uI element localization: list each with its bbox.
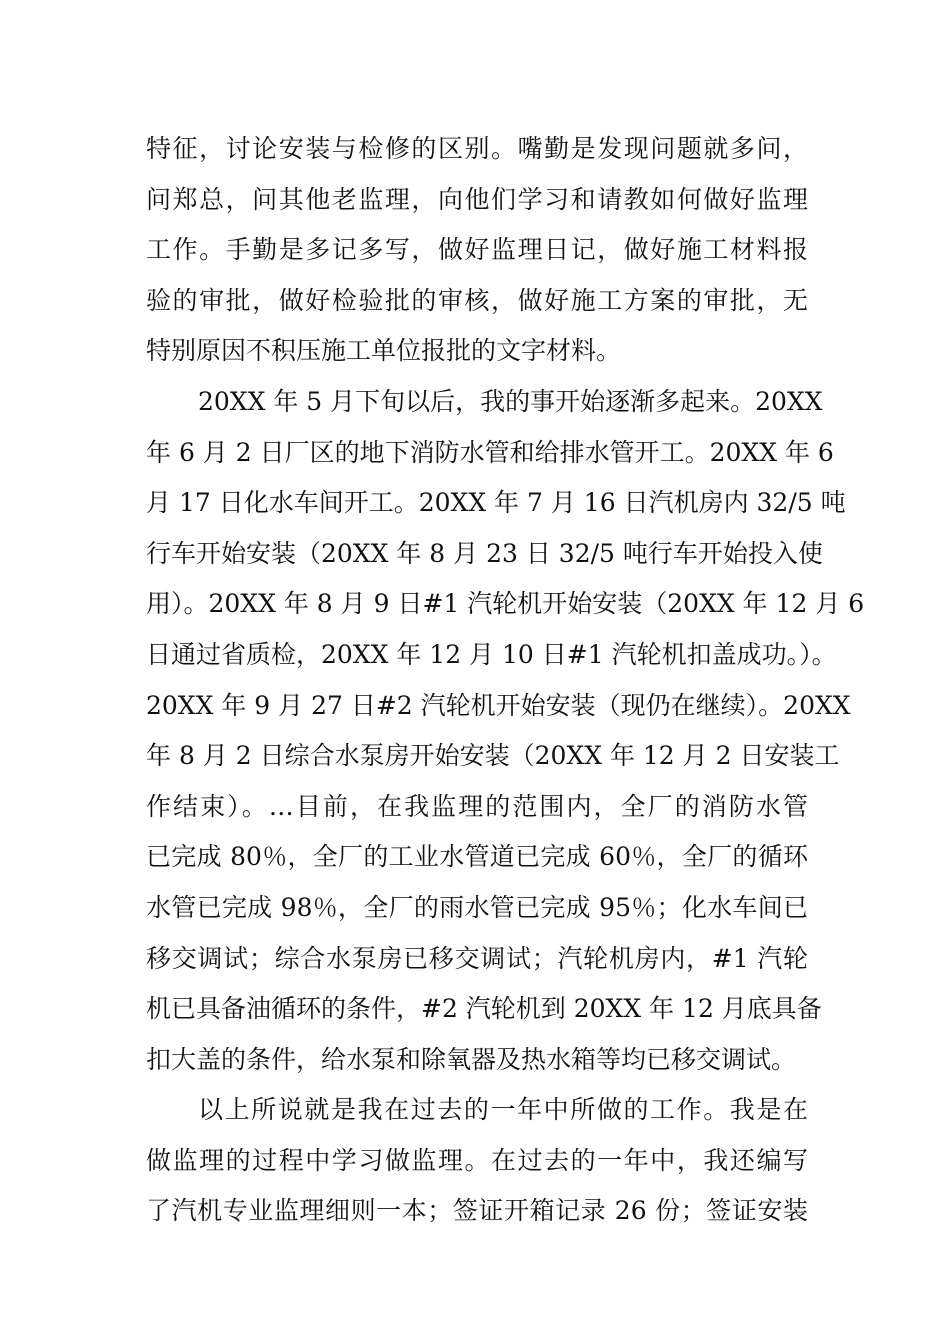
text-line: 用）。20XX 年 8 月 9 日#1 汽轮机开始安装（20XX 年 12 月 6 [146,589,865,619]
text-line: 移交调试；综合水泵房已移交调试；汽轮机房内，#1 汽轮 [146,943,808,973]
text-line: 20XX 年 9 月 27 日#2 汽轮机开始安装（现仍在继续）。20XX [146,690,851,720]
paragraph-first-line: 20XX 年 5 月下旬以后，我的事开始逐渐多起来。20XX [198,386,823,416]
text-line: 月 17 日化水车间开工。20XX 年 7 月 16 日汽机房内 32/5 吨 [146,488,846,518]
text-line: 特征，讨论安装与检修的区别。嘴勤是发现问题就多问， [146,134,808,163]
text-line: 水管已完成 98％，全厂的雨水管已完成 95％；化水车间已 [146,892,808,922]
text-line: 做监理的过程中学习做监理。在过去的一年中，我还编写 [146,1145,808,1175]
text-line: 行车开始安装（20XX 年 8 月 23 日 32/5 吨行车开始投入使 [146,538,823,568]
text-line: 工作。手勤是多记多写，做好监理日记，做好施工材料报 [146,235,808,265]
text-line: 年 6 月 2 日厂区的地下消防水管和给排水管开工。20XX 年 6 [146,437,834,467]
text-line: 了汽机专业监理细则一本；签证开箱记录 26 份；签证安装 [146,1196,808,1226]
text-line: 验的审批，做好检验批的审核，做好施工方案的审批，无 [146,285,808,315]
paragraph-first-line: 以上所说就是我在过去的一年中所做的工作。我是在 [198,1095,808,1125]
text-line: 机已具备油循环的条件，#2 汽轮机到 20XX 年 12 月底具备 [146,994,822,1024]
text-line: 年 8 月 2 日综合水泵房开始安装（20XX 年 12 月 2 日安装工 [146,741,840,771]
text-line: 日通过省质检，20XX 年 12 月 10 日#1 汽轮机扣盖成功。）。 [146,639,837,669]
text-line: 已完成 80％，全厂的工业水管道已完成 60％，全厂的循环 [146,842,808,872]
text-line: 特别原因不积压施工单位报批的文字材料。 [146,336,622,366]
text-line: 作结束）。…目前，在我监理的范围内，全厂的消防水管 [146,791,808,821]
body-text [146,124,865,1237]
text-line: 问郑总，问其他老监理，向他们学习和请教如何做好监理 [146,184,808,214]
text-line: 扣大盖的条件，给水泵和除氧器及热水箱等均已移交调试。 [146,1044,797,1074]
